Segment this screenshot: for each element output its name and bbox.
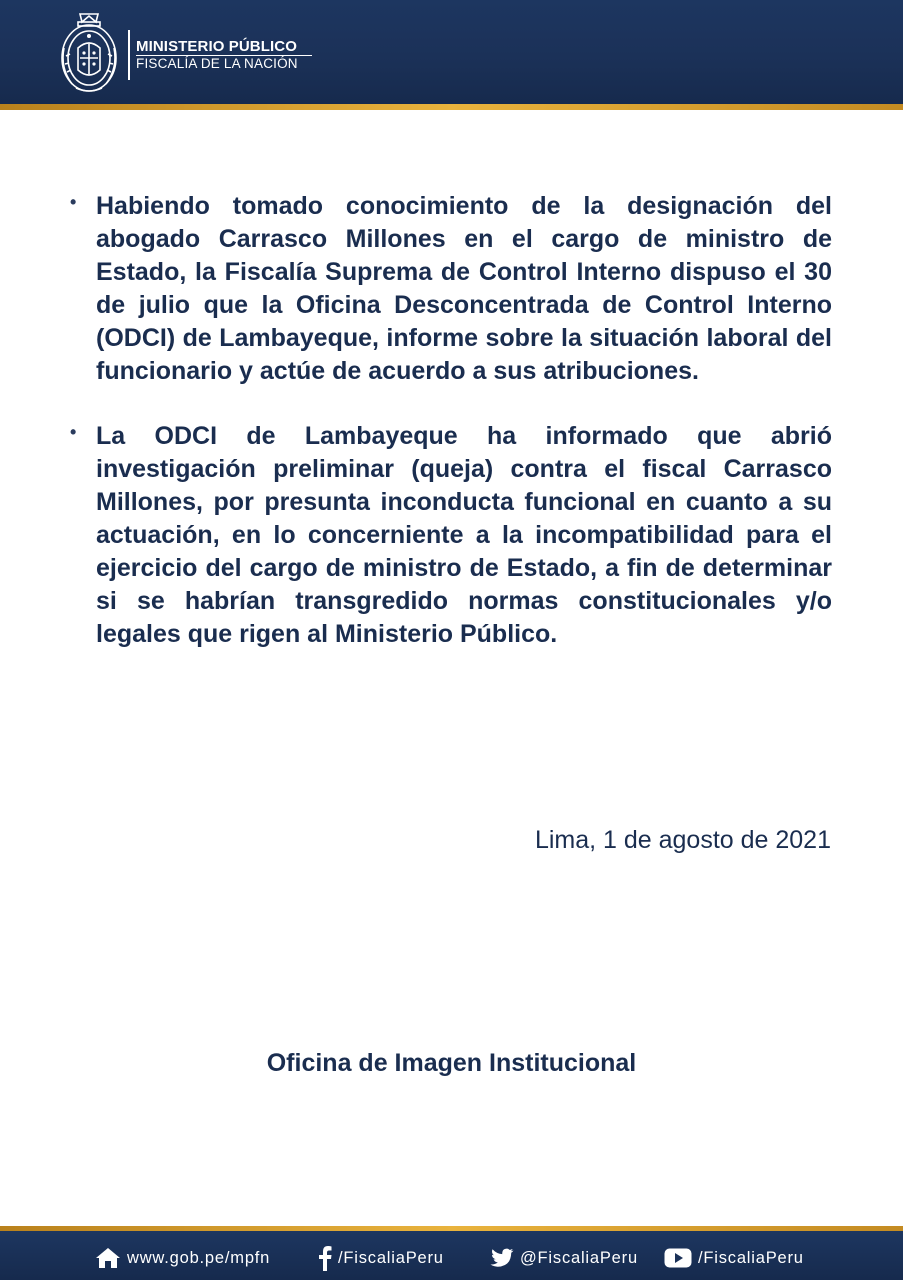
footer-youtube-text: /FiscaliaPeru	[698, 1248, 804, 1267]
footer-website-link[interactable]	[95, 1245, 270, 1271]
bullet-dot-icon: •	[70, 192, 77, 212]
footer-website-text: www.gob.pe/mpfn	[127, 1248, 271, 1267]
footer-twitter-link[interactable]	[490, 1245, 638, 1271]
header-gold-stripe	[0, 104, 903, 110]
bullet-item	[70, 420, 832, 651]
footer-twitter-text: @FiscaliaPeru	[520, 1248, 638, 1267]
bullet-text: La ODCI de Lambayeque ha informado que abrió investigación preliminar (queja) contra el fiscal Carrasco Millones, por presunta inconducta funcional en cuanto a su actuación, en lo concerniente a la incompatibilidad para el ejercicio del cargo de ministro de Estado, a fin de determinar si se habrían transgredido normas constitucionales y/o legales que rigen al Ministerio Público.	[96, 422, 832, 648]
dateline: Lima, 1 de agosto de 2021	[534, 826, 831, 854]
logo-divider	[128, 30, 130, 80]
home-icon	[95, 1247, 121, 1269]
org-subtitle: FISCALÍA DE LA NACIÓN	[136, 56, 298, 71]
youtube-icon	[664, 1248, 692, 1268]
facebook-icon	[318, 1245, 332, 1271]
footer-facebook-text: /FiscaliaPeru	[338, 1248, 444, 1267]
press-release-body	[70, 190, 832, 683]
footer-youtube-link[interactable]	[664, 1245, 804, 1271]
org-name: MINISTERIO PÚBLICO	[136, 38, 297, 55]
bullet-dot-icon: •	[70, 422, 77, 442]
bullet-item	[70, 190, 832, 388]
signature: Oficina de Imagen Institucional	[266, 1049, 637, 1077]
bullet-text: Habiendo tomado conocimiento de la designación del abogado Carrasco Millones en el cargo de ministro de Estado, la Fiscalía Suprema de Control Interno dispuso el 30 de julio que la Oficina Desconcentrada de Control Interno (ODCI) de Lambayeque, informe sobre la situación laboral del funcionario y actúe de acuerdo a sus atribuciones.	[96, 192, 832, 385]
twitter-icon	[490, 1248, 514, 1268]
coat-of-arms-seal-icon	[56, 8, 122, 96]
footer-facebook-link[interactable]	[318, 1245, 444, 1271]
